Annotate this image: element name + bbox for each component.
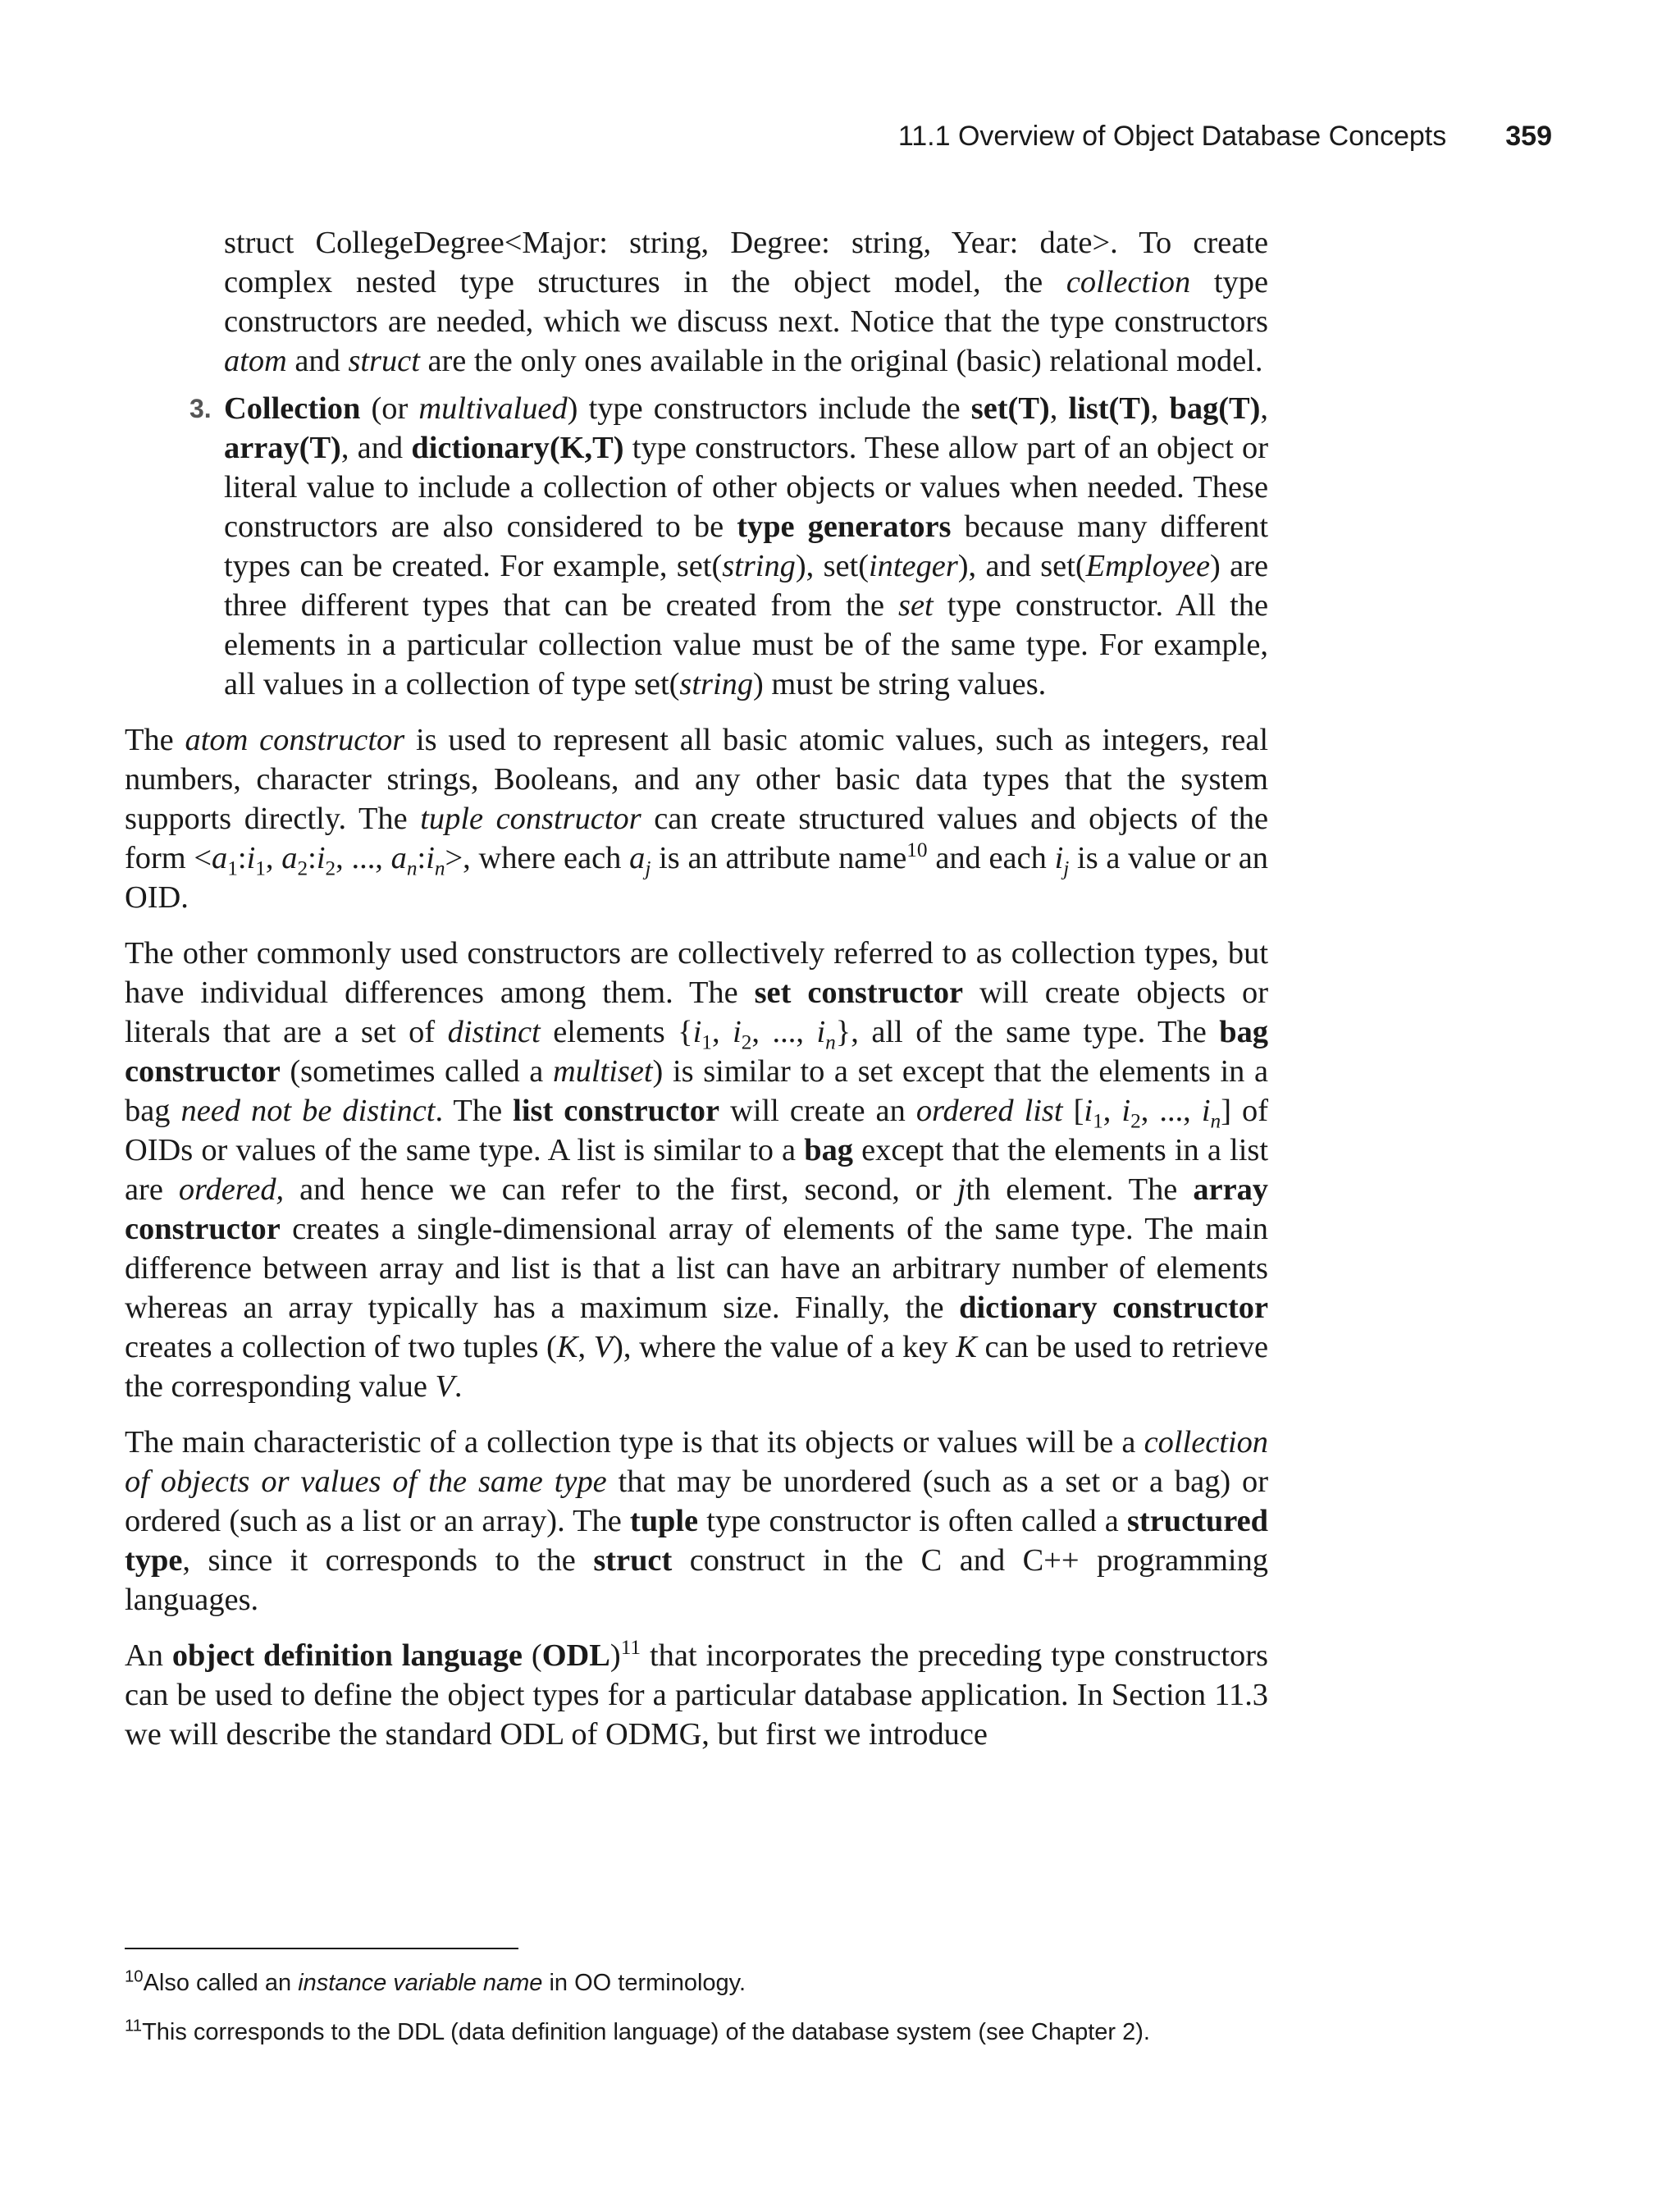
paragraph-continuation: struct CollegeDegree<Major: string, Degree: string, Year: date>. To create complex nested type structures in the object model, the collection type constructors are needed, which we discuss next. Notice that the type constructors atom and struct are the only ones available in the original (basic) relational model.	[224, 226, 1268, 378]
list-item-text: Collection (or multivalued) type constructors include the set(T), list(T), bag(T), array(T), and dictionary(K,T) type constructors. These allow part of an object or literal value to include a collection of other objects or values when needed. These constructors are also considered to be type generators because many different types can be created. For example, set(string), set(integer), and set(Employee) are three different types that can be created from the set type constructor. All the elements in a particular collection value must be of the same type. For example, all values in a collection of type set(string) must be string values.	[224, 391, 1268, 701]
running-head	[898, 120, 1552, 153]
footnote-10: $^{10}$Also called an instance variable name in OO terminology.	[125, 1967, 746, 1996]
list-item-number: 3.	[189, 394, 212, 423]
footnote-11: $^{11}$This corresponds to the DDL (data definition language) of the database system (see Chapter 2).	[125, 2017, 1150, 2045]
page-number: 359	[1505, 121, 1552, 152]
paragraph-collection-characteristic: The main characteristic of a collection type is that its objects or values will be a collection of objects or values of the same type that may be unordered (such as a set or a bag) or ordered (such as a list or an array). The tuple type constructor is often called a structured type, since it corresponds to the struct construct in the C and C++ programming languages.	[125, 1425, 1268, 1617]
body-text	[125, 223, 1268, 1770]
list-item-3	[189, 389, 1268, 704]
paragraph-odl: An object definition language (ODL)$^{11}$ that incorporates the preceding type constructors can be used to define the object types for a particular database application. In Section 11.3 we will describe the standard ODL of ODMG, but first we introduce	[125, 1636, 1268, 1752]
paragraph-atom-constructor: The atom constructor is used to represent all basic atomic values, such as integers, real numbers, character strings, Booleans, and any other basic data types that the system supports directly. The tuple constructor can create structured values and objects of the form $<a_1:i_1$, $a_2:i_2$, ..., $a_n:i_n>$, where each $a_j$ is an attribute name$^{10}$ and each $i_j$ is a value or an OID.	[125, 723, 1268, 915]
footnotes	[125, 1967, 1273, 2066]
section-title: 11.1 Overview of Object Database Concepts	[897, 121, 1447, 152]
footnote-rule	[125, 1948, 518, 1949]
paragraph-collection-constructors: The other commonly used constructors are collectively referred to as collection types, but have individual differences among them. The set constructor will create objects or literals that are a set of distinct elements {$i_1$, $i_2$, ..., $i_n$}, all of the same type. The bag constructor (sometimes called a multiset) is similar to a set except that the elements in a bag need not be distinct. The list constructor will create an ordered list [$i_1$, $i_2$, ..., $i_n$] of OIDs or values of the same type. A list is similar to a bag except that the elements in a list are ordered, and hence we can refer to the first, second, or jth element. The array constructor creates a single-dimensional array of elements of the same type. The main difference between array and list is that a list can have an arbitrary number of elements whereas an array typically has a maximum size. Finally, the dictionary constructor creates a collection of two tuples (K, V), where the value of a key K can be used to retrieve the corresponding value V.	[125, 936, 1269, 1404]
